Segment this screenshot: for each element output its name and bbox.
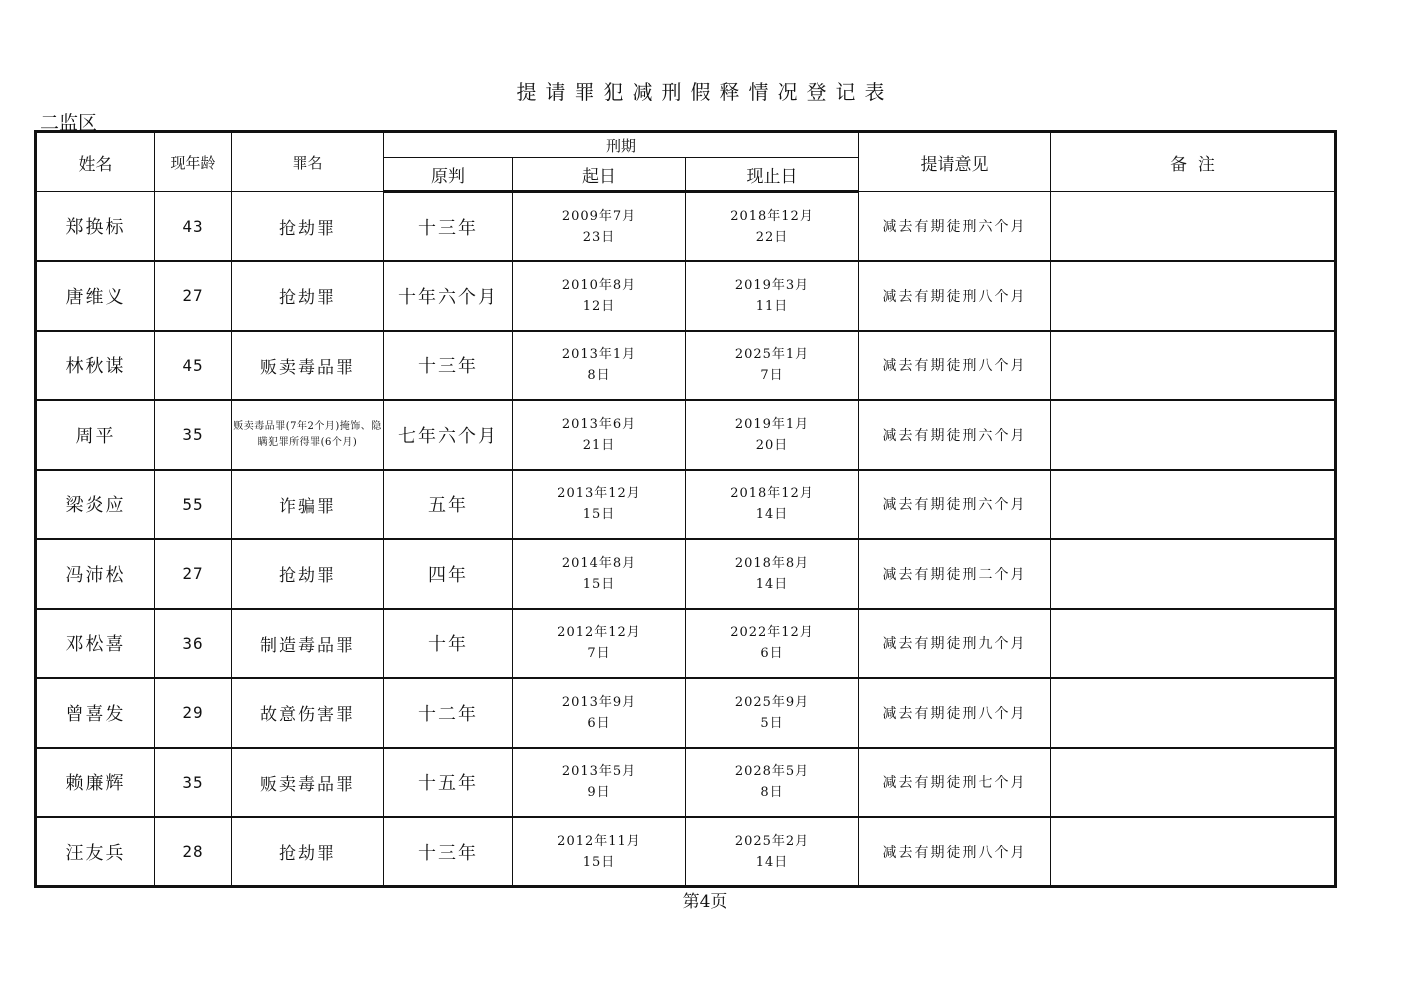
cell-end-date xyxy=(686,678,859,748)
start-date-line2: 21日 xyxy=(582,437,616,453)
header-original: 原判 xyxy=(384,158,513,192)
cell-name: 冯沛松 xyxy=(36,539,155,609)
cell-crime: 贩卖毒品罪(7年2个月)掩饰、隐瞒犯罪所得罪(6个月) xyxy=(232,400,384,470)
cell-name: 周平 xyxy=(36,400,155,470)
cell-remark xyxy=(1051,470,1336,540)
cell-original-term: 十年 xyxy=(384,609,513,679)
start-date-line1: 2012年11月 xyxy=(557,833,641,849)
cell-remark xyxy=(1051,261,1336,331)
cell-start-date xyxy=(513,470,686,540)
start-date-line1: 2013年5月 xyxy=(561,764,637,780)
cell-age: 35 xyxy=(155,748,232,818)
end-date-line2: 14日 xyxy=(755,576,789,592)
table-row xyxy=(36,470,1336,540)
cell-opinion: 减去有期徒刑八个月 xyxy=(859,331,1051,401)
cell-crime: 故意伤害罪 xyxy=(232,678,384,748)
start-date-line1: 2013年1月 xyxy=(561,347,637,363)
cell-name: 郑换标 xyxy=(36,192,155,262)
cell-age: 45 xyxy=(155,331,232,401)
cell-opinion: 减去有期徒刑二个月 xyxy=(859,539,1051,609)
cell-opinion: 减去有期徒刑八个月 xyxy=(859,817,1051,887)
cell-name: 唐维义 xyxy=(36,261,155,331)
end-date-line1: 2025年1月 xyxy=(734,347,810,363)
cell-name: 邓松喜 xyxy=(36,609,155,679)
cell-end-date xyxy=(686,539,859,609)
start-date-line1: 2013年6月 xyxy=(561,416,637,432)
start-date-line2: 15日 xyxy=(582,576,616,592)
end-date-line1: 2019年3月 xyxy=(734,277,810,293)
end-date-line1: 2025年2月 xyxy=(734,833,810,849)
end-date-line2: 6日 xyxy=(760,646,784,662)
cell-age: 43 xyxy=(155,192,232,262)
cell-opinion: 减去有期徒刑八个月 xyxy=(859,678,1051,748)
cell-crime: 诈骗罪 xyxy=(232,470,384,540)
start-date-line1: 2013年12月 xyxy=(557,486,641,502)
cell-age: 27 xyxy=(155,539,232,609)
start-date-line1: 2014年8月 xyxy=(561,555,637,571)
cell-original-term: 十二年 xyxy=(384,678,513,748)
cell-opinion: 减去有期徒刑六个月 xyxy=(859,192,1051,262)
cell-name: 曾喜发 xyxy=(36,678,155,748)
cell-start-date xyxy=(513,748,686,818)
end-date-line1: 2018年12月 xyxy=(730,208,814,224)
end-date-line1: 2018年12月 xyxy=(730,486,814,502)
start-date-line2: 23日 xyxy=(582,229,616,245)
cell-end-date xyxy=(686,400,859,470)
cell-remark xyxy=(1051,609,1336,679)
page-number: 第4页 xyxy=(682,892,728,912)
header-name: 姓名 xyxy=(36,132,155,192)
end-date-line1: 2025年9月 xyxy=(734,694,810,710)
start-date-line2: 15日 xyxy=(582,507,616,523)
table-row xyxy=(36,192,1336,262)
table-row xyxy=(36,331,1336,401)
cell-opinion: 减去有期徒刑六个月 xyxy=(859,470,1051,540)
cell-age: 55 xyxy=(155,470,232,540)
cell-remark xyxy=(1051,678,1336,748)
cell-age: 29 xyxy=(155,678,232,748)
end-date-line2: 5日 xyxy=(760,715,784,731)
cell-original-term: 十三年 xyxy=(384,192,513,262)
table-body xyxy=(36,192,1336,887)
cell-start-date xyxy=(513,192,686,262)
start-date-line1: 2012年12月 xyxy=(557,625,641,641)
cell-age: 27 xyxy=(155,261,232,331)
start-date-line2: 7日 xyxy=(587,646,611,662)
table-row xyxy=(36,748,1336,818)
cell-original-term: 五年 xyxy=(384,470,513,540)
cell-age: 28 xyxy=(155,817,232,887)
start-date-line2: 15日 xyxy=(582,854,616,870)
cell-opinion: 减去有期徒刑七个月 xyxy=(859,748,1051,818)
end-date-line2: 11日 xyxy=(755,298,789,314)
cell-start-date xyxy=(513,400,686,470)
start-date-line2: 9日 xyxy=(587,785,611,801)
table-row xyxy=(36,261,1336,331)
cell-crime: 抢劫罪 xyxy=(232,539,384,609)
cell-remark xyxy=(1051,817,1336,887)
start-date-line1: 2010年8月 xyxy=(561,277,637,293)
cell-remark xyxy=(1051,748,1336,818)
start-date-line1: 2009年7月 xyxy=(561,208,637,224)
cell-end-date xyxy=(686,748,859,818)
cell-crime: 制造毒品罪 xyxy=(232,609,384,679)
cell-crime: 抢劫罪 xyxy=(232,192,384,262)
header-sentence: 刑期 xyxy=(384,132,859,158)
cell-opinion: 减去有期徒刑九个月 xyxy=(859,609,1051,679)
cell-original-term: 四年 xyxy=(384,539,513,609)
cell-opinion: 减去有期徒刑八个月 xyxy=(859,261,1051,331)
cell-remark xyxy=(1051,539,1336,609)
start-date-line2: 8日 xyxy=(587,368,611,384)
cell-original-term: 十三年 xyxy=(384,331,513,401)
end-date-line2: 14日 xyxy=(755,854,789,870)
cell-remark xyxy=(1051,400,1336,470)
header-crime: 罪名 xyxy=(232,132,384,192)
registration-table xyxy=(34,130,1337,888)
cell-name: 赖廉辉 xyxy=(36,748,155,818)
document-title: 提请罪犯减刑假释情况登记表 xyxy=(516,80,894,104)
cell-start-date xyxy=(513,539,686,609)
cell-start-date xyxy=(513,331,686,401)
cell-age: 35 xyxy=(155,400,232,470)
end-date-line1: 2028年5月 xyxy=(734,764,810,780)
table-row xyxy=(36,678,1336,748)
end-date-line2: 22日 xyxy=(755,229,789,245)
cell-end-date xyxy=(686,261,859,331)
end-date-line2: 14日 xyxy=(755,507,789,523)
cell-start-date xyxy=(513,678,686,748)
header-remark: 备 注 xyxy=(1051,132,1336,192)
cell-end-date xyxy=(686,470,859,540)
start-date-line2: 6日 xyxy=(587,715,611,731)
table-row xyxy=(36,609,1336,679)
cell-end-date xyxy=(686,817,859,887)
end-date-line2: 20日 xyxy=(755,437,789,453)
cell-original-term: 七年六个月 xyxy=(384,400,513,470)
cell-original-term: 十五年 xyxy=(384,748,513,818)
cell-crime: 贩卖毒品罪 xyxy=(232,331,384,401)
cell-original-term: 十三年 xyxy=(384,817,513,887)
table-row xyxy=(36,539,1336,609)
cell-original-term: 十年六个月 xyxy=(384,261,513,331)
cell-opinion: 减去有期徒刑六个月 xyxy=(859,400,1051,470)
cell-end-date xyxy=(686,331,859,401)
table-row xyxy=(36,817,1336,887)
header-start: 起日 xyxy=(513,158,686,192)
cell-age: 36 xyxy=(155,609,232,679)
end-date-line1: 2019年1月 xyxy=(734,416,810,432)
cell-remark xyxy=(1051,192,1336,262)
cell-crime: 抢劫罪 xyxy=(232,817,384,887)
end-date-line2: 7日 xyxy=(760,368,784,384)
table-row xyxy=(36,400,1336,470)
cell-crime: 抢劫罪 xyxy=(232,261,384,331)
end-date-line2: 8日 xyxy=(760,785,784,801)
start-date-line1: 2013年9月 xyxy=(561,694,637,710)
cell-end-date xyxy=(686,609,859,679)
start-date-line2: 12日 xyxy=(582,298,616,314)
header-end: 现止日 xyxy=(686,158,859,192)
end-date-line1: 2018年8月 xyxy=(734,555,810,571)
cell-remark xyxy=(1051,331,1336,401)
header-opinion: 提请意见 xyxy=(859,132,1051,192)
cell-name: 汪友兵 xyxy=(36,817,155,887)
cell-start-date xyxy=(513,261,686,331)
cell-end-date xyxy=(686,192,859,262)
district-label: 二监区 xyxy=(40,112,98,134)
end-date-line1: 2022年12月 xyxy=(730,625,814,641)
cell-start-date xyxy=(513,817,686,887)
cell-crime: 贩卖毒品罪 xyxy=(232,748,384,818)
cell-name: 梁炎应 xyxy=(36,470,155,540)
cell-name: 林秋谋 xyxy=(36,331,155,401)
cell-start-date xyxy=(513,609,686,679)
header-age: 现年龄 xyxy=(155,132,232,192)
